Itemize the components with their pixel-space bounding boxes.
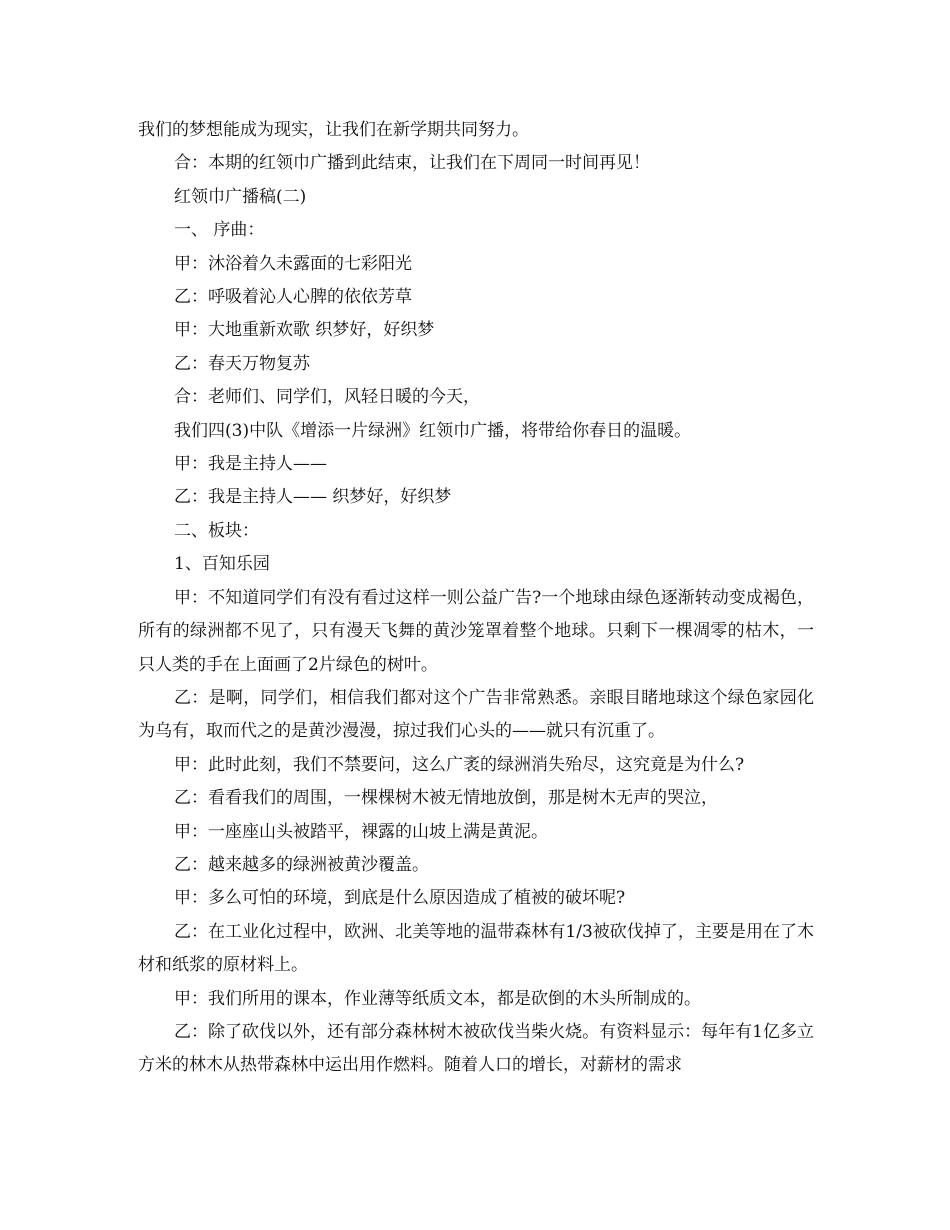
paragraph: 一、 序曲： (174, 220, 265, 241)
paragraph: 乙：春天万物复苏 (174, 353, 310, 374)
paragraph: 乙：看看我们的周围，一棵棵树木被无情地放倒，那是树木无声的哭泣， (174, 788, 718, 809)
paragraph: 甲：我是主持人—— (174, 454, 327, 475)
paragraph: 乙：是啊，同学们，相信我们都对这个广告非常熟悉。亲眼目睹地球这个绿色家园化为乌有，取而代之的是黄沙漫漫，掠过我们心头的——就只有沉重了。 (138, 687, 814, 742)
paragraph: 乙：在工业化过程中，欧洲、北美等地的温带森林有1/3被砍伐掉了，主要是用在了木材和纸浆的原材料上。 (138, 921, 814, 976)
paragraph: 乙：呼吸着沁人心脾的依依芳草 (174, 287, 412, 308)
paragraph: 合：老师们、同学们，风轻日暖的今天， (174, 387, 480, 408)
paragraph: 乙：除了砍伐以外，还有部分森林树木被砍伐当柴火烧。有资料显示：每年有1亿多立方米的林木从热带森林中运出用作燃料。随着人口的增长，对薪材的需求 (138, 1021, 814, 1076)
paragraph: 乙：越来越多的绿洲被黄沙覆盖。 (174, 854, 429, 875)
paragraph: 1、百知乐园 (174, 554, 270, 575)
paragraph: 红领巾广播稿(二) (174, 186, 307, 207)
paragraph: 甲：我们所用的课本，作业薄等纸质文本，都是砍倒的木头所制成的。 (174, 988, 701, 1009)
document-body (138, 114, 814, 1083)
paragraph: 甲：此时此刻，我们不禁要问，这么广袤的绿洲消失殆尽，这究竟是为什么? (174, 754, 745, 775)
paragraph: 甲：沐浴着久未露面的七彩阳光 (174, 253, 412, 274)
paragraph: 甲：多么可怕的环境，到底是什么原因造成了植被的破坏呢? (174, 888, 626, 909)
paragraph: 二、板块： (174, 520, 259, 541)
paragraph: 甲：大地重新欢歌 织梦好，好织梦 (174, 320, 435, 341)
paragraph: 甲：一座座山头被踏平，裸露的山坡上满是黄泥。 (174, 821, 548, 842)
paragraph: 乙：我是主持人—— 织梦好，好织梦 (174, 487, 452, 508)
paragraph: 我们的梦想能成为现实，让我们在新学期共同努力。 (138, 120, 529, 140)
paragraph: 我们四(3)中队《增添一片绿洲》红领巾广播，将带给你春日的温暖。 (174, 420, 692, 441)
paragraph: 合：本期的红领巾广播到此结束，让我们在下周同一时间再见！ (174, 153, 650, 174)
paragraph: 甲：不知道同学们有没有看过这样一则公益广告?一个地球由绿色逐渐转动变成褐色，所有的绿洲都不见了，只有漫天飞舞的黄沙笼罩着整个地球。只剩下一棵凋零的枯木，一只人类的手在上面画了2片绿色的树叶。 (138, 587, 814, 675)
